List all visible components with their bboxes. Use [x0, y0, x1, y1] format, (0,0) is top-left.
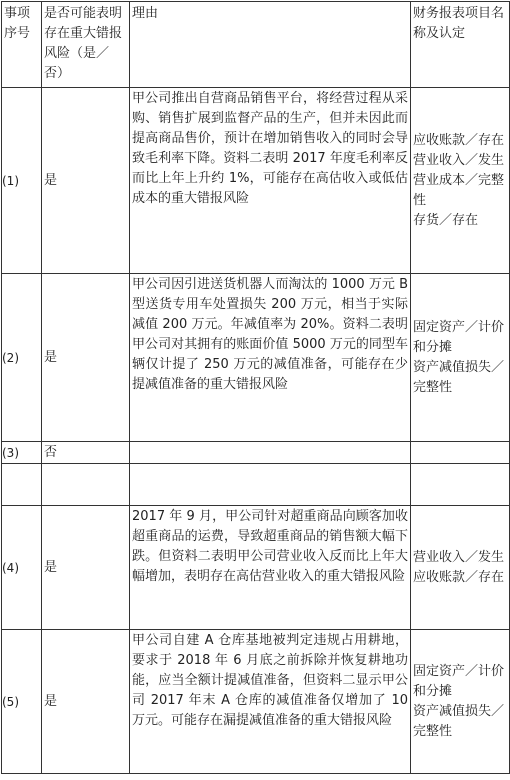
statement-items-text: 应收账款／存在 营业收入／发生 营业成本／完整性 存货／存在: [413, 132, 505, 228]
reason-text: 2017 年 9 月，甲公司针对超重商品向顾客加收超重商品的运费，导致超重商品的销售额大幅下跌。但资料二表明甲公司营业收入反而比上年大幅增加，表明存在高估营业收入的重大错报风险: [130, 506, 411, 630]
reason-text: 甲公司自建 A 仓库基地被判定违规占用耕地，要求于 2018 年 6 月底之前拆除并恢复耕地功能，应当全额计提减值准备，但资料二显示甲公司 2017 年末 A 仓库的减值准备仅增加了 10 万元。可能存在漏提减值准备的重大错报风险: [130, 630, 411, 774]
statement-items: [411, 464, 510, 506]
table-row: [2, 630, 510, 774]
table-row: [2, 506, 510, 630]
reason-text: 甲公司推出自营商品销售平台，将经营过程从采购、销售扩展到监督产品的生产，但并未因此而提高商品售价，预计在增加销售收入的同时会导致毛利率下降。资料二表明 2017 年度毛利率反而比上年上升约 1%，可能存在高估收入或低估成本的重大错报风险: [130, 88, 411, 274]
risk-flag: 是: [42, 274, 130, 442]
risk-assessment-sheet: [0, 1, 510, 780]
row-number: (2): [2, 274, 42, 442]
risk-flag: 是: [42, 506, 130, 630]
risk-flag: 是: [42, 630, 130, 774]
risk-flag: [42, 464, 130, 506]
row-number: (4): [2, 506, 42, 630]
reason-text: 甲公司因引进送货机器人而淘汰的 1000 万元 B 型送货专用车处置损失 200 万元，相当于实际减值 200 万元。年减值率为 20%。资料二表明甲公司对其拥有的账面价值 5000 万元的同型车辆仅计提了 250 万元的减值准备，可能存在少提减值准备的重大错报风险: [130, 274, 411, 442]
header-row: [2, 2, 510, 88]
row-number: (3): [2, 442, 42, 464]
risk-flag: 否: [42, 442, 130, 464]
statement-items-text: 营业收入／发生 应收账款／存在: [413, 549, 505, 585]
statement-items-text: 固定资产／计价和分摊 资产减值损失／完整性: [413, 319, 505, 395]
row-number: [2, 464, 42, 506]
statement-items: [411, 506, 510, 630]
header-risk-flag: 是否可能表明存在重大错报风险（是／否）: [42, 2, 130, 88]
header-statement-items: 财务报表项目名称及认定: [411, 2, 510, 88]
row-number: (5): [2, 630, 42, 774]
statement-items: [411, 274, 510, 442]
statement-items: [411, 630, 510, 774]
table-row: [2, 464, 510, 506]
statement-items: [411, 88, 510, 274]
table-row: [2, 442, 510, 464]
table-row: [2, 88, 510, 274]
reason-text: [130, 464, 411, 506]
statement-items: [411, 442, 510, 464]
header-item-number: 事项序号: [2, 2, 42, 88]
statement-items-text: 固定资产／计价和分摊 资产减值损失／完整性: [413, 663, 505, 739]
risk-flag: 是: [42, 88, 130, 274]
header-reason: 理由: [130, 2, 411, 88]
risk-table: [1, 1, 510, 774]
row-number: (1): [2, 88, 42, 274]
table-row: [2, 274, 510, 442]
reason-text: [130, 442, 411, 464]
